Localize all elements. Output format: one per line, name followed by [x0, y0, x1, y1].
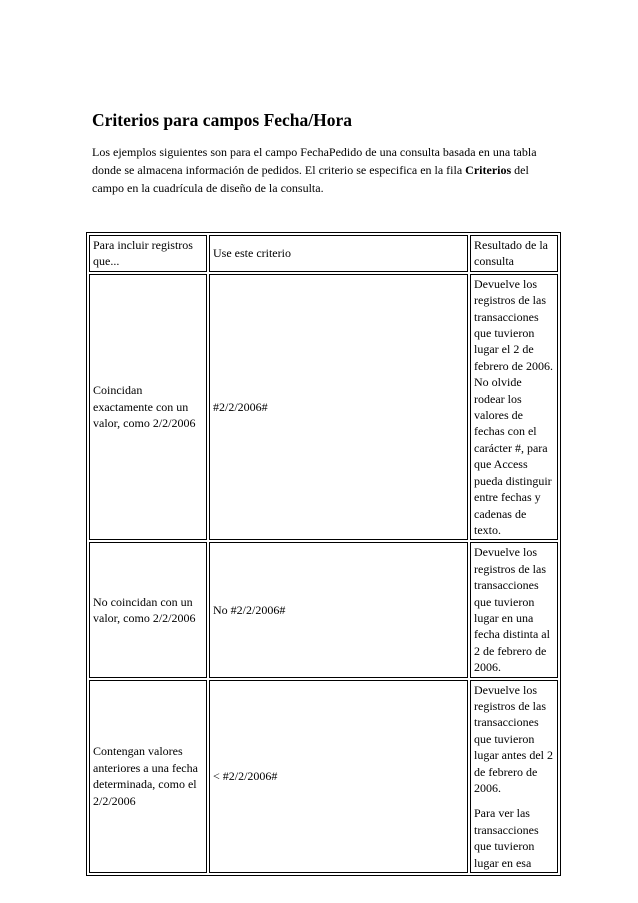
cell-include: Contengan valores anteriores a una fecha determinada, como el 2/2/2006 [89, 680, 207, 873]
criteria-table [86, 232, 561, 876]
table-row [89, 274, 558, 541]
intro-text-1: Los ejemplos siguientes son para el campo FechaPedido de una consulta basada en una tabla donde se almacena información de pedidos. El criterio se especifica en la fila [92, 145, 537, 177]
cell-result-text: Devuelve los registros de las transacciones que tuvieron lugar antes del 2 de febrero de 2006. [474, 682, 553, 795]
intro-paragraph [92, 143, 562, 197]
cell-result-extra: Para ver las transacciones que tuvieron lugar en esa [474, 806, 539, 870]
cell-include: No coincidan con un valor, como 2/2/2006 [89, 542, 207, 677]
table-header-row [89, 235, 558, 272]
intro-bold: Criterios [465, 163, 512, 177]
cell-criterion: #2/2/2006# [209, 274, 468, 541]
table-row [89, 680, 558, 873]
table-row [89, 542, 558, 677]
cell-result: Devuelve los registros de las transacciones que tuvieron lugar el 2 de febrero de 2006. No olvide rodear los valores de fechas con el carácter #, para que Access pueda distinguir entre fechas y cadenas de texto. [470, 274, 558, 541]
cell-result: Devuelve los registros de las transacciones que tuvieron lugar en una fecha distinta al 2 de febrero de 2006. [470, 542, 558, 677]
cell-result [470, 680, 558, 873]
header-include: Para incluir registros que... [89, 235, 207, 272]
cell-criterion: < #2/2/2006# [209, 680, 468, 873]
intro-text-2: del campo en la cuadrícula de diseño de la consulta. [92, 163, 529, 195]
header-result: Resultado de la consulta [470, 235, 558, 272]
header-criterion: Use este criterio [209, 235, 468, 272]
page-title: Criterios para campos Fecha/Hora [92, 110, 353, 130]
cell-include: Coincidan exactamente con un valor, como 2/2/2006 [89, 274, 207, 541]
cell-criterion: No #2/2/2006# [209, 542, 468, 677]
